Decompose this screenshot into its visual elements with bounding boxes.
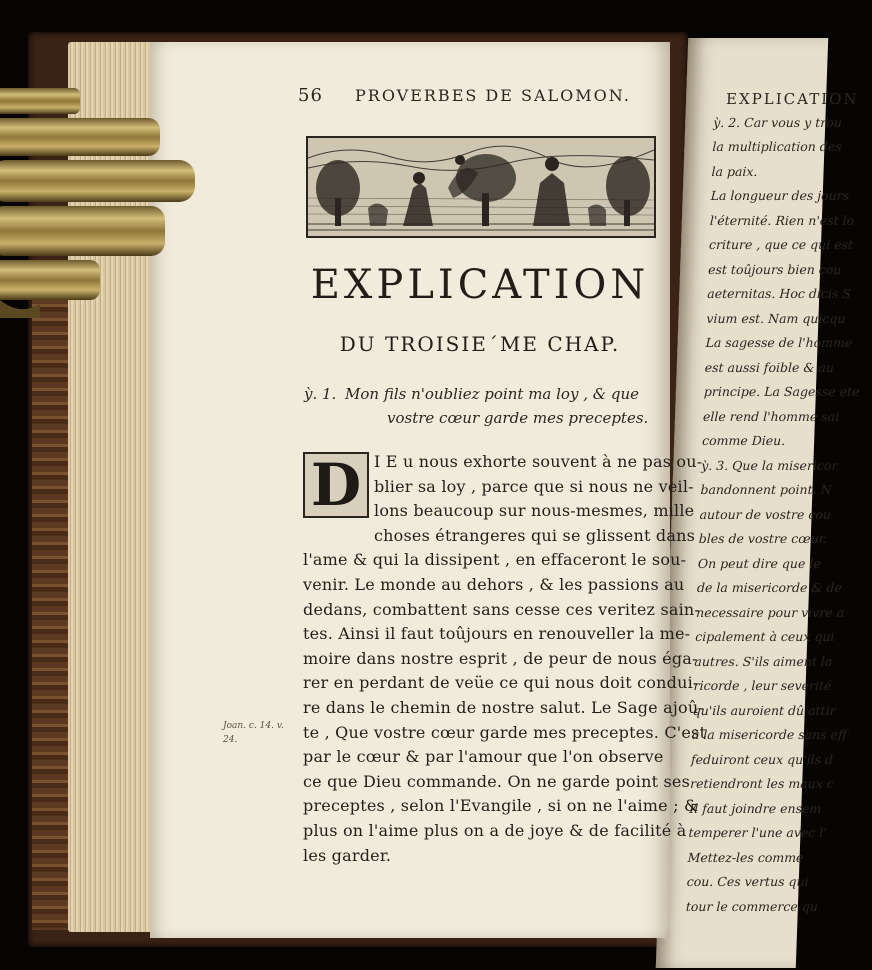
right-page-line: à la misericorde sans eff (691, 727, 848, 742)
body-line: I E u nous exhorte souvent à ne pas ou- (374, 452, 703, 471)
right-page-line: La sagesse de l'homme (705, 335, 853, 350)
body-line: dedans, combattent sans cesse ces veritez sain- (303, 599, 701, 619)
right-page-line: la multiplication des (712, 139, 842, 154)
body-line: venir. Le monde au dehors , & les passions au (303, 575, 685, 594)
verse-line: vostre cœur garde mes preceptes. (387, 409, 649, 427)
right-page-line: On peut dire que le (697, 555, 822, 571)
right-page-line: ricorde , leur severité (693, 678, 832, 693)
right-page-line: elle rend l'homme sai (702, 408, 840, 424)
right-page-line: retiendront les maux c (689, 776, 835, 791)
right-page-line: ỳ. 3. Que la misericor (701, 457, 838, 473)
body-line: preceptes , selon l'Evangile , si on ne l'aime ; & (303, 796, 699, 816)
right-page-line: feduiront ceux qu'ils d (690, 751, 834, 767)
right-page-line: principe. La Sagesse ete (703, 384, 860, 399)
right-page-line: Mettez-les comme (687, 849, 804, 865)
right-page-line: tour le commerce qu (685, 898, 819, 914)
right-page-line: l'éternité. Rien n'est lo (709, 212, 855, 228)
right-page-line: est toûjours bien cou (707, 261, 842, 277)
right-page-line: cou. Ces vertus qui (686, 874, 809, 889)
right-page-line: est aussi foible & au (704, 359, 835, 375)
body-line: moire dans nostre esprit , de peur de nous éga- (303, 648, 698, 668)
body-line: par le cœur & par l'amour que l'on observe (303, 747, 664, 767)
dropcap-letter: D (310, 451, 362, 519)
body-line: te , Que vostre cœur garde mes preceptes. C'est (303, 722, 707, 742)
body-line: re dans le chemin de nostre salut. Le Sage ajoû- (303, 698, 704, 717)
right-page-line: la paix. (711, 163, 758, 179)
margin-note-line: 24. (223, 735, 238, 745)
verse-reference: ỳ. 1. (304, 385, 337, 403)
body-line: lons beaucoup sur nous-mesmes, mille (374, 501, 695, 521)
woodcut-illustration-icon (308, 138, 654, 236)
cover-spine-edge (32, 270, 72, 930)
body-line: rer en perdant de veüe ce qui nous doit condui- (303, 673, 699, 693)
right-page-line: aeternitas. Hoc dicis S (707, 286, 852, 301)
ornamental-initial (303, 452, 369, 518)
margin-note (223, 719, 284, 747)
body-line: l'ame & qui la dissipent , en effaceront le sou- (303, 550, 687, 570)
right-page-line: qu'ils auroient dû attir (692, 702, 836, 718)
page-number: 56 (298, 85, 323, 106)
body-line: les garder. (303, 845, 392, 865)
chapter-title: EXPLICATION (310, 262, 650, 308)
right-page-line: La longueur des jours (710, 188, 850, 203)
right-page-line: Il faut joindre ensem (689, 800, 822, 816)
right-page-line: cipalement à ceux qui (695, 629, 835, 644)
right-page-line: de la misericorde & de (696, 580, 843, 595)
right-page-line: bandonnent point. N (700, 482, 832, 497)
right-page-line: ỳ. 2. Car vous y trou (713, 114, 843, 130)
verse-line: Mon fils n'oubliez point ma loy , & que (345, 385, 639, 403)
right-page-line: vium est. Nam quicqu (706, 310, 846, 326)
right-page-line: comme Dieu. (701, 433, 786, 448)
margin-note-line: Joan. c. 14. v. (223, 721, 284, 731)
right-page-line: autour de vostre cou (699, 506, 832, 522)
right-page-line: temperer l'une avec l' (688, 825, 827, 840)
woodcut-vignette (306, 136, 656, 238)
body-line: blier sa loy , parce que si nous ne veil- (374, 476, 694, 496)
right-page-line: EXPLICATION (725, 90, 859, 108)
body-line: plus on l'aime plus on a de joye & de facilité à (303, 821, 687, 840)
right-page-line: autres. S'ils aiment la (694, 653, 833, 669)
right-page-line: bles de vostre cœur. (698, 531, 828, 546)
chapter-subtitle: DU TROISIE´ME CHAP. (339, 332, 621, 356)
right-page-line: necessaire pour vivre a (695, 604, 845, 620)
body-line: choses étrangeres qui se glissent dans (374, 525, 695, 545)
running-head: PROVERBES DE SALOMON. (355, 86, 631, 105)
right-page-line: criture , que ce qui est (708, 237, 854, 252)
brass-clamp-icon (0, 78, 200, 318)
body-line: ce que Dieu commande. On ne garde point ses (303, 771, 690, 791)
body-line: tes. Ainsi il faut toûjours en renouveller la me- (303, 624, 691, 644)
